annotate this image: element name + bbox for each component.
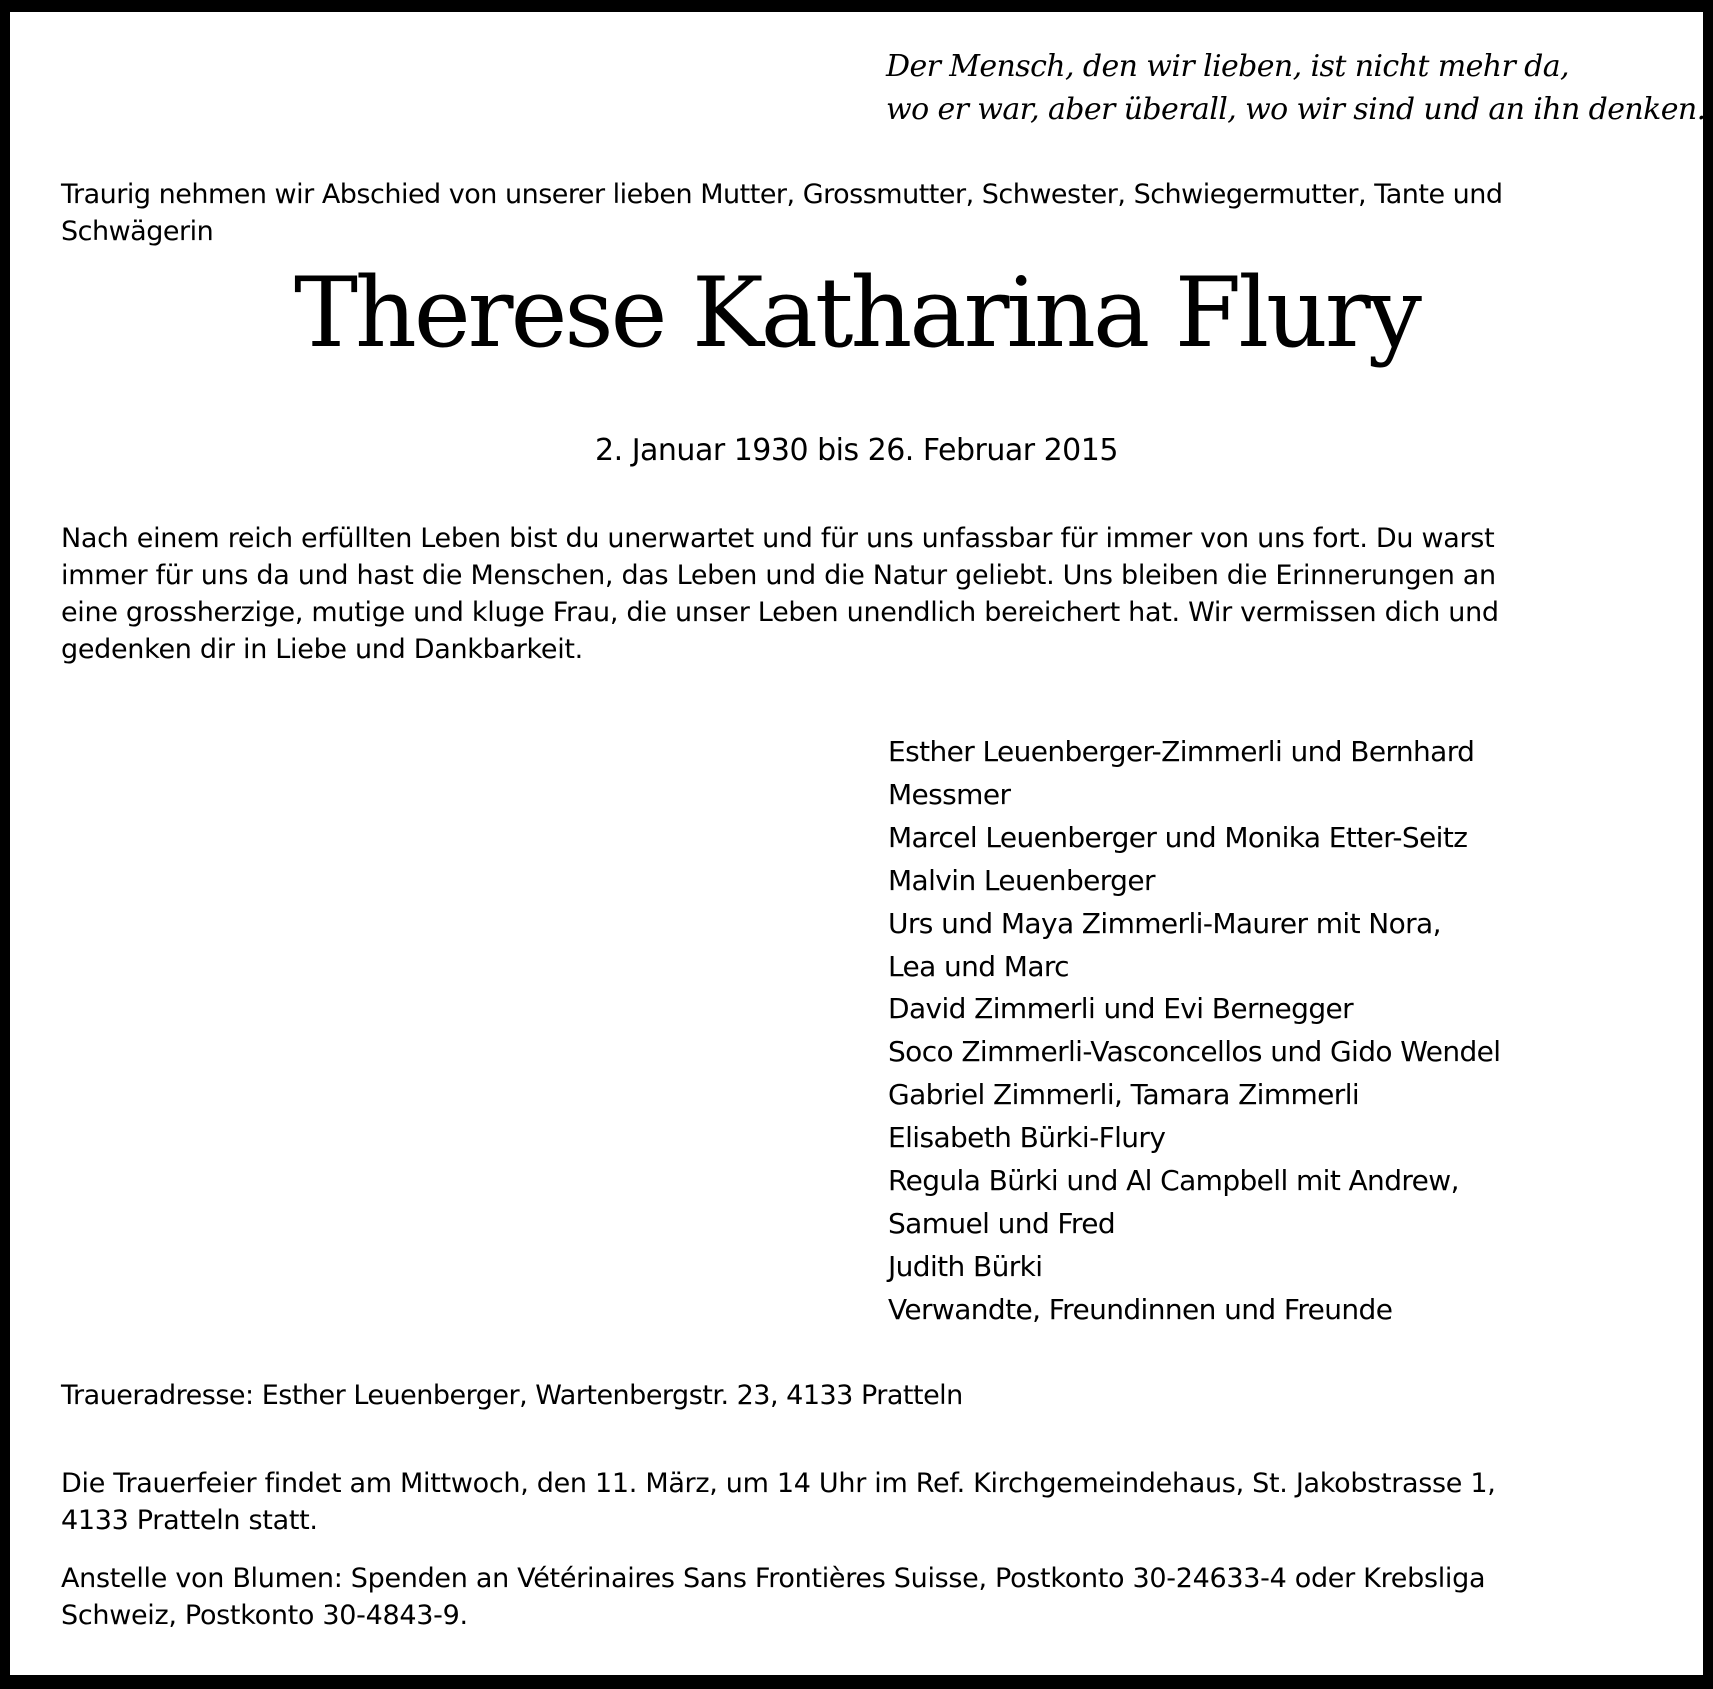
ceremony-info: [61, 1465, 1496, 1539]
mourner-line: Esther Leuenberger-Zimmerli und Bernhard: [888, 735, 1475, 768]
motto-line-1: Der Mensch, den wir lieben, ist nicht mehr da,: [886, 49, 1569, 84]
tribute-line-1: Nach einem reich erfüllten Leben bist du unerwartet und für uns unfassbar für immer von uns fort. Du warst: [61, 523, 1495, 554]
ceremony-line-1: Die Trauerfeier findet am Mittwoch, den 11. März, um 14 Uhr im Ref. Kirchgemeindehaus, St. Jakobstrasse 1,: [61, 1468, 1496, 1499]
mourner-line: Gabriel Zimmerli, Tamara Zimmerli: [888, 1078, 1360, 1112]
motto-line-2: wo er war, aber überall, wo wir sind und an ihn denken.: [886, 92, 1706, 127]
mourner-line: Malvin Leuenberger: [888, 863, 1155, 897]
motto-quote: [886, 45, 1706, 131]
intro-line-2: Schwägerin: [61, 216, 214, 247]
donation-line-2: Schweiz, Postkonto 30-4843-9.: [61, 1600, 468, 1631]
mourner-line: Messmer: [888, 777, 1011, 811]
mourner-line: Regula Bürki und Al Campbell mit Andrew,: [888, 1164, 1459, 1198]
intro-line-1: Traurig nehmen wir Abschied von unserer lieben Mutter, Grossmutter, Schwester, Schwiegermutter, Tante und: [61, 179, 1503, 210]
mourner-line: David Zimmerli und Evi Bernegger: [888, 992, 1354, 1026]
deceased-name: Therese Katharina Flury: [294, 257, 1419, 369]
tribute-line-4: gedenken dir in Liebe und Dankbarkeit.: [61, 634, 583, 665]
intro-text: [61, 176, 1503, 250]
mourner-line: Marcel Leuenberger und Monika Etter-Seitz: [888, 820, 1468, 854]
mourner-line: Lea und Marc: [888, 949, 1069, 983]
mourner-line: Elisabeth Bürki-Flury: [888, 1121, 1166, 1155]
mourners-list: [888, 731, 1500, 1332]
tribute-line-3: eine grossherzige, mutige und kluge Frau, die unser Leben unendlich bereichert hat. Wir vermissen dich und: [61, 597, 1499, 628]
mourner-line: Verwandte, Freundinnen und Freunde: [888, 1292, 1393, 1326]
mourner-line: Judith Bürki: [888, 1249, 1043, 1283]
mourner-line: Samuel und Fred: [888, 1206, 1115, 1240]
address-line: Traueradresse: Esther Leuenberger, Wartenbergstr. 23, 4133 Pratteln: [61, 1380, 963, 1411]
tribute-paragraph: [61, 520, 1499, 668]
donation-line-1: Anstelle von Blumen: Spenden an Vétérinaires Sans Frontières Suisse, Postkonto 30-24633-4 oder Krebsliga: [61, 1563, 1486, 1594]
mourner-line: Soco Zimmerli-Vasconcellos und Gido Wendel: [888, 1035, 1501, 1069]
donation-info: [61, 1560, 1485, 1634]
tribute-line-2: immer für uns da und hast die Menschen, das Leben und die Natur geliebt. Uns bleiben die Erinnerungen an: [61, 560, 1496, 591]
mourning-address: [61, 1377, 963, 1414]
ceremony-line-2: 4133 Pratteln statt.: [61, 1505, 318, 1536]
mourner-line: Urs und Maya Zimmerli-Maurer mit Nora,: [888, 906, 1441, 940]
life-dates: 2. Januar 1930 bis 26. Februar 2015: [595, 433, 1118, 468]
